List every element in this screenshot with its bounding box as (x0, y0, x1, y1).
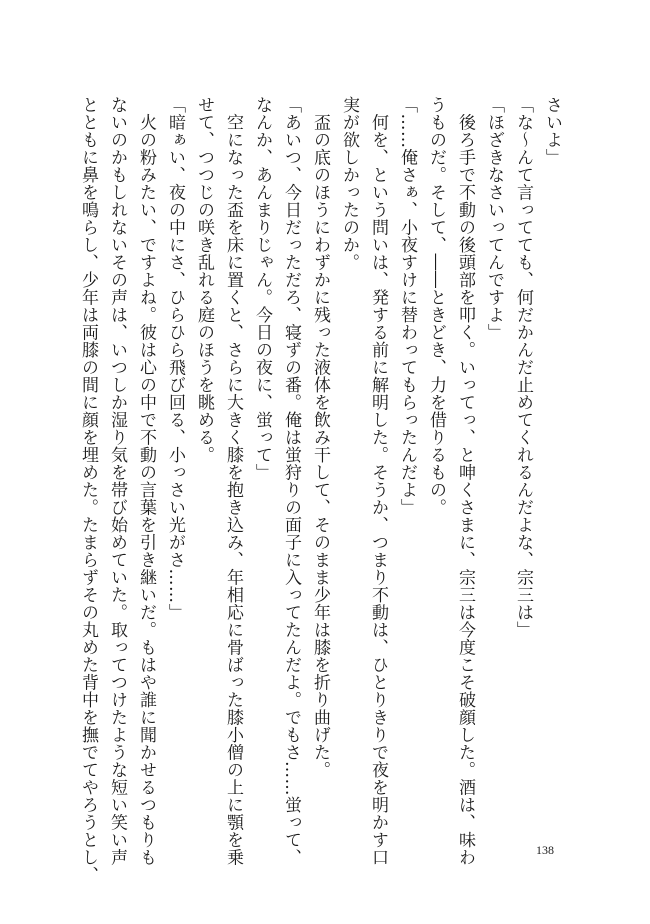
text-line: ないのかもしれないその声は、いつしか湿り気を帯び始めていた。取ってつけたような短い笑い声 (107, 96, 127, 866)
text-line: さいよ」 (542, 96, 562, 166)
text-line: 実が欲しかったのか。 (339, 96, 359, 271)
text-line: 「ほざきなさいってんですよ」 (484, 96, 504, 341)
text-line: 「な～んて言ってても、何だかんだ止めてくれるんだよな、宗三は」 (513, 96, 533, 639)
page-number: 138 (536, 843, 554, 857)
text-line: 火の粉みたい、ですよね。彼は心の中で不動の言葉を引き継いだ。もはや誰に聞かせるつもりも (136, 96, 156, 866)
text-line: 何を、という問いは、発する前に解明した。そうか、つまり不動は、ひとりきりで夜を明かす口 (368, 96, 388, 866)
text-line: 「暗ぁい、夜の中にさ、ひらひら飛び回る、小っさい光がさ……」 (165, 96, 185, 621)
text-line: 盃の底のほうにわずかに残った液体を飲み干して、そのまま少年は膝を折り曲げた。 (310, 96, 330, 779)
text-line: うものだ。そして、――ときどき、力を借りるもの。 (426, 96, 446, 516)
text-line: 「……俺さぁ、小夜すけに替わってもらったんだよ」 (397, 96, 417, 516)
text-line: なんか、あんまりじゃん。今日の夜に、蛍って」 (252, 96, 272, 481)
text-line: 「あいつ、今日だっただろ、寝ずの番。俺は蛍狩りの面子に入ってたんだよ。でもさ……蛍って、 (281, 96, 301, 866)
text-line: せて、つつじの咲き乱れる庭のほうを眺める。 (194, 96, 214, 464)
text-line: 後ろ手で不動の後頭部を叩く。いってっ、と呻くさまに、宗三は今度こそ破顔した。酒は、味わ (455, 96, 475, 866)
text-line: とともに鼻を鳴らし、少年は両膝の間に顔を埋めた。たまらずその丸めた背中を撫でてやろうとし、 (78, 96, 98, 884)
text-line: 空になった盃を床に置くと、さらに大きく膝を抱き込み、年相応に骨ばった膝小僧の上に顎を乗 (223, 96, 243, 866)
